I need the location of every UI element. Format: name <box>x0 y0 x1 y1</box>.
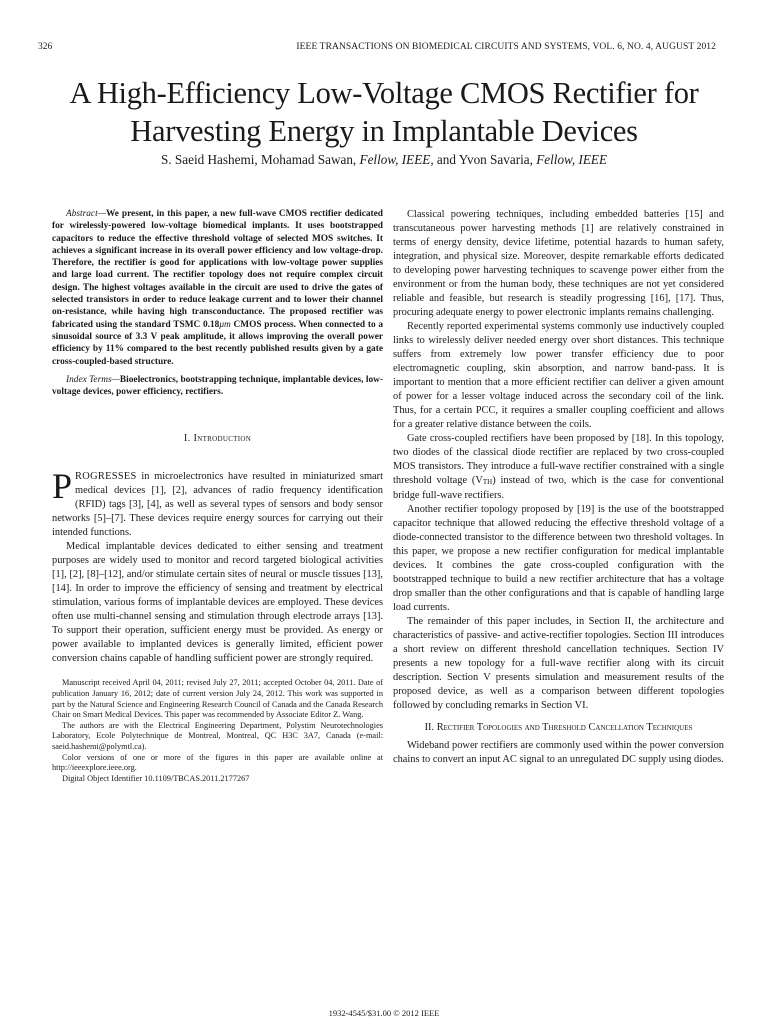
gate-cross-coupled-text-a: Gate cross-coupled rectifiers have been proposed by [18]. In this topology, two diodes of the classical diode rectifier are replaced by two cross-coupled MOS transistors. They introduce a full-wave rectifier constrained with a single threshold voltage (V <box>393 433 724 486</box>
author-3-grade: Fellow, IEEE <box>536 152 608 167</box>
footnotes <box>52 678 383 784</box>
author-1: S. Saeid Hashemi, <box>160 152 258 167</box>
paragraph-classical-powering: Classical powering techniques, including embedded batteries [15] and transcutaneous power harvesting methods [1] are relatively constrained in terms of energy density, device lifetime, potential hazards to human safety, integration, and physical size. Moreover, despite remarkable efforts dedicated to developing power harvesting techniques to scavenge power either from the environment or from the human body, these techniques are not yet considered reliable and feasible, but research is steadily progressing [16], [17]. Thus, procuring adequate energy to power electronic implants remains challenging. <box>393 209 724 318</box>
author-list <box>30 152 738 168</box>
index-terms <box>52 374 383 399</box>
title-line-2: Harvesting Energy in Implantable Devices <box>130 114 638 148</box>
paragraph-gate-cross-coupled <box>393 432 724 503</box>
abstract-text-a: We present, in this paper, a new full-wave CMOS rectifier dedicated for wirelessly-powered low-voltage biomedical implants. It uses bootstrapped capacitors to reduce the effective threshold voltage of selected MOS switches. It achieves a significant increase in its overall power efficiency and low voltage-drop. Therefore, the rectifier is good for applications with low-voltage power supplies and large load current. The rectifier topology does not require complex circuit design. The highest voltages available in the circuit are used to drive the gates of selected transistors in order to reduce leakage current and to lower their channel on-resistance, while having high transconductance. The proposed rectifier was fabricated using the standard TSMC 0.18 <box>52 209 383 330</box>
intro-paragraph-1-text: in microelectronics have resulted in miniaturized smart medical devices [1], [2], advances of radio frequency identification (RFID) tags [3], [4], as well as several types of sensors and body sensor networks [5]–[7]. These devices require energy sources for carrying out their intended functions. <box>52 471 383 539</box>
section-heading-rectifier-topologies <box>393 721 724 734</box>
copyright-footer: 1932-4545/$31.00 © 2012 IEEE <box>328 1008 440 1018</box>
paragraph-remainder: The remainder of this paper includes, in Section II, the architecture and characteristics of passive- and active-rectifier topologies. Section III introduces a short review on different threshold cancellation techniques. Section IV presents a new topology for a full-wave rectifier along with its circuit description. Section V presents simulation and measurement results of the proposed device, as well as a comparison between different topologies followed by concluding remarks in Section VI. <box>393 616 724 711</box>
section-heading-introduction <box>52 432 383 446</box>
left-column <box>52 208 383 784</box>
intro-first-word: ROGRESSES <box>75 471 137 483</box>
index-terms-text: Bioelectronics, bootstrapping technique, implantable devices, low-voltage devices, power efficiency, rectifiers. <box>52 374 383 398</box>
introduction-body <box>52 466 383 666</box>
footnote-manuscript: Manuscript received April 04, 2011; revised July 27, 2011; accepted October 04, 2011. Date of publication January 16, 2012; date of current version July 24, 2012. This work was supported in part by the Natural Science and Engineering Research Council of Canada and the Canada Research Chair on Smart Medical Devices. This paper was recommended by Associate Editor Z. Wang. <box>52 678 383 720</box>
drop-cap: P <box>52 466 73 507</box>
abstract-unit: μm <box>219 319 231 330</box>
author-3: Yvon Savaria, <box>458 152 533 167</box>
author-conjunction: and <box>436 152 456 167</box>
index-terms-label: Index Terms— <box>66 374 120 385</box>
footnote-color: Color versions of one or more of the figures in this paper are available online at http://ieeexplore.ieee.org. <box>52 752 383 773</box>
abstract-text-b: CMOS process. When connected to a sinusoidal source of 3.3 V peak amplitude, it allows improving the overall power efficiency by 11% compared to the best recently published results given by a gate cross-coupled-based structure. <box>52 319 384 367</box>
intro-paragraph-2: Medical implantable devices dedicated to either sensing and treatment purposes are widely used to monitor and record targeted biological activities [1], [2], [8]–[12], and/or stimulate certain sites of neural or muscle tissues [13], [14]. In order to improve the efficiency of sensing and treatment by electrical stimulation, various forms of implantable devices are employed. These devices often use multi-channel sensing and stimulation through electrode arrays [13]. To support their operation, sufficient energy must be provided. As energy or power available to implanted devices is generally limited, efficient power conversion chains capable of handling sufficient power are strongly required. <box>52 541 383 665</box>
footnote-affiliation: The authors are with the Electrical Engineering Department, Polystim Neurotechnologies Laboratory, Ecole Polytechnique de Montreal, Montreal, QC H3C 3A7, Canada (e-mail: saeid.hashemi@polymtl.ca). <box>52 720 383 752</box>
paragraph-bootstrapped: Another rectifier topology proposed by [19] is the use of the bootstrapped capacitor technique that allowed reducing the effective threshold voltage of a diode-connected transistor to the difference between two threshold voltages. In this paper, we propose a new rectifier configuration for medical implantable devices. It combines the gate cross-coupled configuration with the bootstrapped technique to build a new rectifier architecture that has a voltage drop smaller than the other configurations and that is capable of handling large load currents. <box>393 504 724 613</box>
intro-paragraph-1 <box>52 466 383 540</box>
running-head: IEEE TRANSACTIONS ON BIOMEDICAL CIRCUITS AND SYSTEMS, VOL. 6, NO. 4, AUGUST 2012 <box>296 42 716 52</box>
paragraph-inductive-links: Recently reported experimental systems commonly use inductively coupled links to wirelessly deliver needed energy over short distances. This technique suffers from extremely low power transfer efficiency due to poor electromagnetic coupling, skin absorption, and narrow band-pass. It is important to mention that a more efficient rectifier can deliver a given amount of power for a lesser voltage induced across the secondary coil of the link. Thus, for a certain PCC, it requires a smaller coupling coefficient and allows for a greater relative distance between the coils. <box>393 321 724 430</box>
vth-subscript: TH <box>482 478 493 486</box>
abstract-label: Abstract— <box>66 209 106 219</box>
paper-title <box>30 74 738 150</box>
right-column <box>393 208 724 767</box>
section-2-title: Rectifier Topologies and Threshold Cancellation Techniques <box>436 722 693 733</box>
footnote-doi: Digital Object Identifier 10.1109/TBCAS.2011.2177267 <box>62 773 250 783</box>
paragraph-wideband: Wideband power rectifiers are commonly used within the power conversion chains to convert an input AC signal to an unregulated DC supply using diodes. <box>393 740 724 765</box>
title-line-1: A High-Efficiency Low-Voltage CMOS Rectifier for <box>69 76 699 110</box>
author-2-grade: Fellow, IEEE, <box>359 152 434 167</box>
section-2-number: II. <box>424 722 435 733</box>
section-title: Introduction <box>193 433 252 445</box>
author-2: Mohamad Sawan, <box>260 152 357 167</box>
gate-cross-coupled-text-b: ) instead of two, which is the case for conventional bridge full-wave rectifiers. <box>393 475 724 501</box>
page-number: 326 <box>38 42 53 52</box>
section-number: I. <box>183 433 191 445</box>
abstract <box>52 208 383 368</box>
